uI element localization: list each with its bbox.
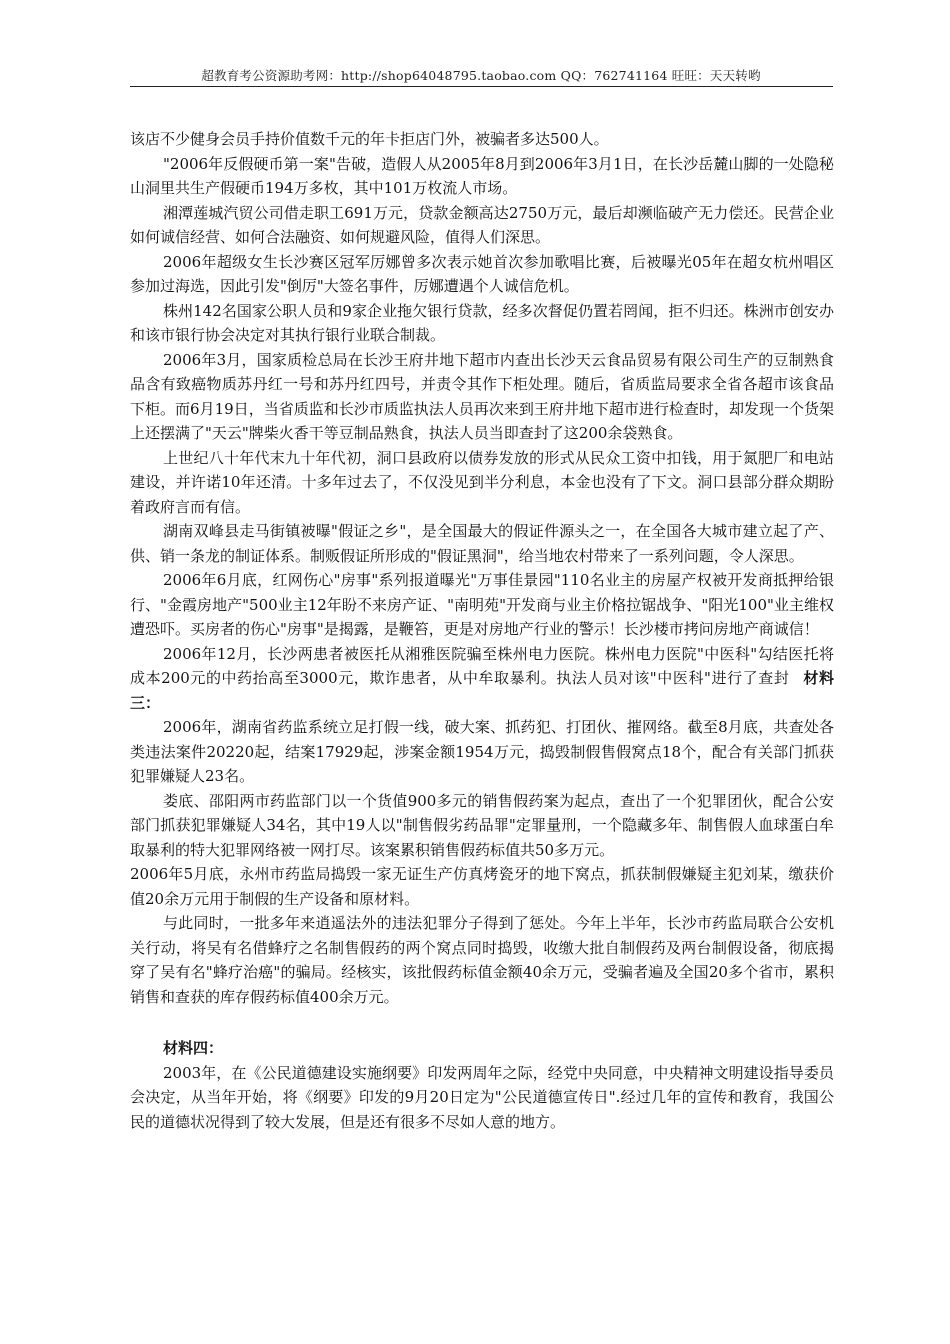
paragraph: 2006年3月，国家质检总局在长沙王府井地下超市内查出长沙天云食品贸易有限公司生产的豆制熟食品含有致癌物质苏丹红一号和苏丹红四号，并责令其作下柜处理。随后，省质监局要求全省各超市该食品下柜。而6月19日，当省质监和长沙市质监执法人员再次来到王府井地下超市进行检查时，却发现一个货架上还摆满了"天云"牌柴火香干等豆制品熟食，执法人员当即查封了这200余袋熟食。 (130, 350, 834, 442)
paragraph: "2006年反假硬币第一案"告破，造假人从2005年8月到2006年3月1日，在长沙岳麓山脚的一处隐秘山洞里共生产假硬币194万多枚，其中101万枚流人市场。 (130, 154, 834, 197)
paragraph: 2003年，在《公民道德建设实施纲要》印发两周年之际，经党中央同意，中央精神文明建设指导委员会决定，从当年开始，将《纲要》印发的9月20日定为"公民道德宣传日".经过几年的宣传和教育，我国公民的道德状况得到了较大发展，但是还有很多不尽如人意的地方。 (130, 1063, 834, 1131)
paragraph: 上世纪八十年代末九十年代初，洞口县政府以债券发放的形式从民众工资中扣钱，用于氮肥厂和电站建设，并许诺10年还清。十多年过去了，不仅没见到半分利息，本金也没有了下文。洞口县部分群众期盼着政府言而有信。 (130, 448, 834, 516)
paragraph: 2006年5月底，永州市药监局捣毁一家无证生产仿真烤瓷牙的地下窝点，抓获制假嫌疑主犯刘某，缴获价值20余万元用于制假的生产设备和原材料。 (130, 865, 834, 908)
material3-heading: 材料三： (130, 669, 834, 712)
paragraph: 湖南双峰县走马街镇被曝"假证之乡"，是全国最大的假证件源头之一，在全国各大城市建立起了产、供、销一条龙的制证体系。制贩假证所形成的"假证黑洞"，给当地农村带来了一系列问题，令人深思。 (130, 522, 834, 565)
paragraph: 株州142名国家公职人员和9家企业拖欠银行贷款，经多次督促仍置若罔闻，拒不归还。株洲市创安办和该市银行协会决定对其执行银行业联合制裁。 (130, 301, 834, 344)
material4-heading-text: 材料四： (163, 1039, 224, 1057)
blank-line (130, 1009, 834, 1036)
document-body (130, 127, 834, 1134)
header-rule (130, 86, 833, 87)
page-header: 超教育考公资源助考网：http://shop64048795.taobao.com QQ：762741164 旺旺：天天转哟 (201, 68, 761, 83)
paragraph: 与此同时，一批多年来逍遥法外的违法犯罪分子得到了惩处。今年上半年，长沙市药监局联合公安机关行动，将吴有名借蜂疗之名制售假药的两个窝点同时捣毁，收缴大批自制假药及两台制假设备，彻底揭穿了吴有名"蜂疗治癌"的骗局。经核实，该批假药标值金额40余万元，受骗者遍及全国20多个省市，累积销售和查获的库存假药标值400余万元。 (130, 914, 834, 1006)
paragraph: 2006年超级女生长沙赛区冠军厉娜曾多次表示她首次参加歌唱比赛，后被曝光05年在超女杭州唱区参加过海选，因此引发"倒厉"大签名事件，厉娜遭遇个人诚信危机。 (130, 252, 834, 295)
material4-heading (130, 1036, 834, 1061)
paragraph: 湘潭莲城汽贸公司借走职工691万元，贷款金额高达2750万元，最后却濒临破产无力偿还。民营企业如何诚信经营、如何合法融资、如何规避风险，值得人们深思。 (130, 203, 834, 246)
paragraph: 该店不少健身会员手持价值数千元的年卡拒店门外，被骗者多达500人。 (130, 130, 609, 148)
paragraph: 2006年6月底，红网伤心"房事"系列报道曝光"万事佳景园"110名业主的房屋产权被开发商抵押给银行、"金霞房地产"500业主12年盼不来房产证、"南明苑"开发商与业主价格拉锯战争、"阳光100"业主维权遭恐吓。买房者的伤心"房事"是揭露，是鞭笞，更是对房地产行业的警示！长沙楼市拷问房地产商诚信！ (130, 571, 834, 638)
paragraph-text: 2006年12月，长沙两患者被医托从湘雅医院骗至株州电力医院。株州电力医院"中医科"勾结医托将成本200元的中药抬高至3000元，欺诈患者，从中牟取暴利。执法人员对该"中医科"进行了查封 (130, 644, 834, 687)
paragraph: 2006年，湖南省药监系统立足打假一线，破大案、抓药犯、打团伙、摧网络。截至8月底，共查处各类违法案件20220起，结案17929起，涉案金额1954万元，捣毁制假售假窝点18个，配合有关部门抓获犯罪嫌疑人23名。 (130, 718, 834, 785)
paragraph: 娄底、邵阳两市药监部门以一个货值900多元的销售假药案为起点，查出了一个犯罪团伙，配合公安部门抓获犯罪嫌疑人34名，其中19人以"制售假劣药品罪"定罪量刑，一个隐藏多年、制售假人血球蛋白牟取暴利的特大犯罪网络被一网打尽。该案累积销售假药标值共50多万元。 (130, 791, 834, 859)
paragraph (130, 642, 834, 716)
